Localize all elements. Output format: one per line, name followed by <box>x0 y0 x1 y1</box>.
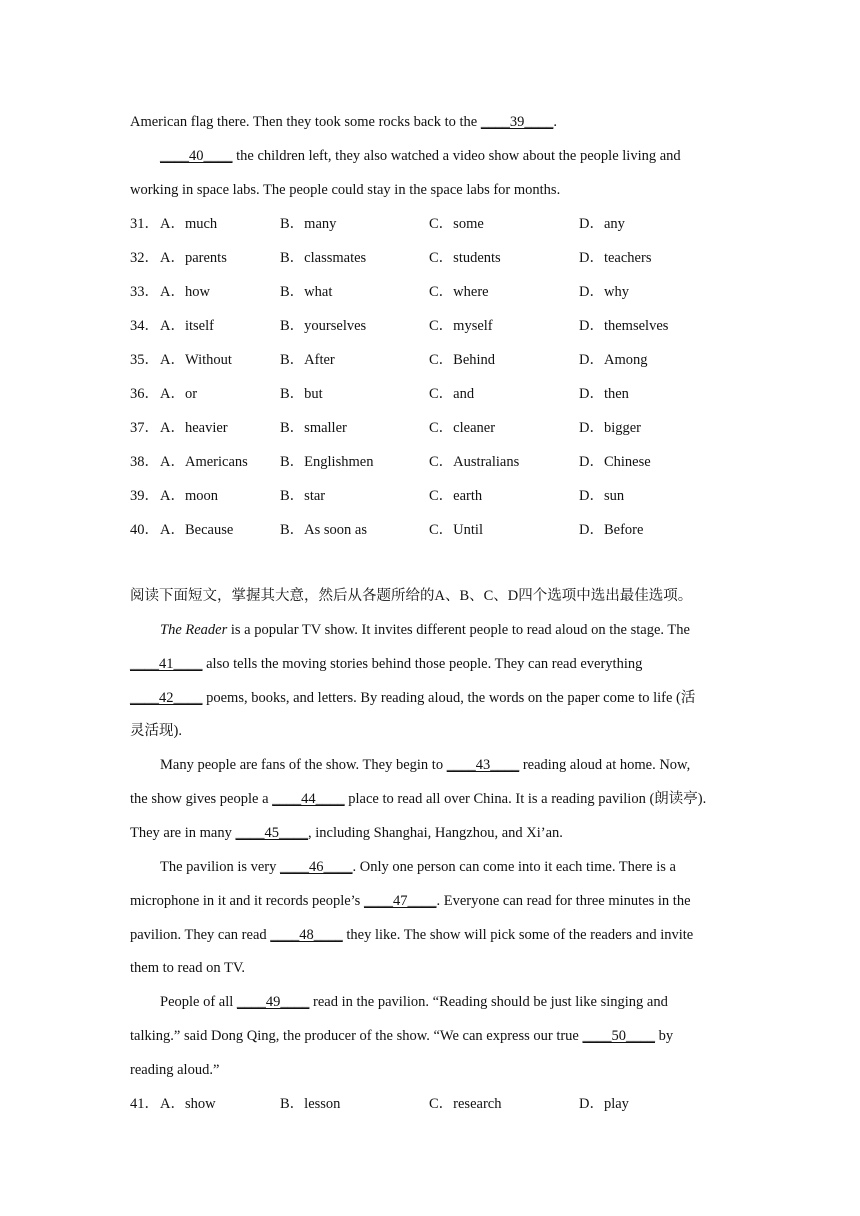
question-row-36 <box>130 384 750 404</box>
option-d: D．Chinese <box>579 454 651 470</box>
question-number: 31． <box>130 216 159 232</box>
option-d: D．teachers <box>579 250 652 266</box>
passage-text: pavilion. They can read <box>130 927 271 943</box>
option-a: A．itself <box>160 318 214 334</box>
option-b: B．many <box>280 216 337 232</box>
passage-text: People of all <box>160 994 237 1010</box>
answer-blank-47: ____47____ <box>363 893 437 909</box>
option-c: C．research <box>429 1096 502 1112</box>
option-a: A．moon <box>160 488 218 504</box>
option-b: B．After <box>280 352 335 368</box>
passage-text: by <box>655 1028 674 1044</box>
question-number: 36． <box>130 386 159 402</box>
passage-text: talking.” said Dong Qing, the producer of the show. “We can express our true <box>130 1028 583 1044</box>
question-number: 32． <box>130 250 159 266</box>
option-d: D．bigger <box>579 420 642 436</box>
passage-text: them to read on TV. <box>130 960 246 976</box>
passage-text: the show gives people a <box>130 791 273 807</box>
question-number: 33． <box>130 284 159 300</box>
option-c: C．earth <box>429 488 483 504</box>
option-d: D．Among <box>579 352 648 368</box>
passage-line <box>160 146 740 166</box>
option-c: C．myself <box>429 318 493 334</box>
passage-line <box>130 958 740 978</box>
passage-text: American flag there. Then they took some rocks back to the <box>130 114 481 130</box>
passage-text: the children left, they also watched a video show about the people living and <box>232 148 681 164</box>
question-row-32 <box>130 248 750 268</box>
option-c: C．Australians <box>429 454 520 470</box>
passage-line <box>130 721 740 741</box>
option-a: A．Because <box>160 522 234 538</box>
answer-blank-45: ____45____ <box>235 825 308 841</box>
option-c: C．and <box>429 386 475 402</box>
option-c: C．some <box>429 216 484 232</box>
passage-text: The pavilion is very <box>160 859 281 875</box>
option-c: C．Behind <box>429 352 496 368</box>
option-c: C．where <box>429 284 489 300</box>
passage-text: reading aloud at home. Now, <box>519 757 691 773</box>
answer-blank-44: ____44____ <box>272 791 345 807</box>
question-number: 39． <box>130 488 159 504</box>
question-number: 34． <box>130 318 159 334</box>
option-d: D．play <box>579 1096 629 1112</box>
passage-text: 灵活现). <box>130 723 182 739</box>
passage-text: microphone in it and it records people’s <box>130 893 364 909</box>
passage-text: . Everyone can read for three minutes in the <box>436 893 691 909</box>
passage-line <box>130 789 740 809</box>
option-a: A．Without <box>160 352 232 368</box>
option-b: B．what <box>280 284 333 300</box>
question-number: 41． <box>130 1096 159 1112</box>
answer-blank-42: ____42____ <box>130 690 203 706</box>
question-row-34 <box>130 316 750 336</box>
option-a: A．heavier <box>160 420 228 436</box>
passage-text: working in space labs. The people could stay in the space labs for months. <box>130 182 561 198</box>
question-number: 40． <box>130 522 159 538</box>
question-row-38 <box>130 452 750 472</box>
answer-blank-50: ____50____ <box>582 1028 655 1044</box>
question-row-33 <box>130 282 750 302</box>
show-title: The Reader <box>160 622 228 638</box>
question-row-37 <box>130 418 750 438</box>
option-a: A．or <box>160 386 198 402</box>
passage-line <box>130 1060 740 1080</box>
passage-line <box>160 755 740 775</box>
option-a: A．show <box>160 1096 216 1112</box>
answer-blank-41: ____41____ <box>130 656 203 672</box>
option-c: C．Until <box>429 522 483 538</box>
answer-blank-39: ____39____ <box>480 114 554 130</box>
question-row-40 <box>130 520 750 540</box>
passage-line <box>130 112 740 132</box>
option-d: D．then <box>579 386 629 402</box>
option-d: D．sun <box>579 488 625 504</box>
passage-line <box>130 1026 740 1046</box>
passage-text: Many people are fans of the show. They begin to <box>160 757 447 773</box>
option-b: B．smaller <box>280 420 347 436</box>
option-a: A．much <box>160 216 218 232</box>
option-d: D．why <box>579 284 629 300</box>
passage-text: They are in many <box>130 825 236 841</box>
passage-line <box>130 891 740 911</box>
option-c: C．students <box>429 250 501 266</box>
option-a: A．how <box>160 284 210 300</box>
question-number: 38． <box>130 454 159 470</box>
answer-blank-43: ____43____ <box>446 757 520 773</box>
passage-text: place to read all over China. It is a reading pavilion (朗读亭). <box>344 791 707 807</box>
passage-text: also tells the moving stories behind those people. They can read everything <box>202 656 643 672</box>
passage-text: they like. The show will pick some of the readers and invite <box>342 927 694 943</box>
option-d: D．Before <box>579 522 644 538</box>
option-b: B．classmates <box>280 250 367 266</box>
question-row-31 <box>130 214 750 234</box>
question-number: 37． <box>130 420 159 436</box>
passage-line <box>130 925 740 945</box>
option-b: B．As soon as <box>280 522 368 538</box>
option-b: B．star <box>280 488 326 504</box>
passage-line <box>160 857 740 877</box>
option-b: B．lesson <box>280 1096 341 1112</box>
passage-text: , including Shanghai, Hangzhou, and Xi’an. <box>308 825 563 841</box>
passage-line <box>160 992 740 1012</box>
option-d: D．themselves <box>579 318 669 334</box>
answer-blank-40: ____40____ <box>160 148 233 164</box>
passage-text: . Only one person can come into it each time. There is a <box>352 859 676 875</box>
question-number: 35． <box>130 352 159 368</box>
passage-text: reading aloud.” <box>130 1062 220 1078</box>
instruction-text: 阅读下面短文，掌握其大意，然后从各题所给的A、B、C、D四个选项中选出最佳选项。 <box>130 588 693 604</box>
option-b: B．yourselves <box>280 318 367 334</box>
answer-blank-48: ____48____ <box>270 927 343 943</box>
passage-text: poems, books, and letters. By reading aloud, the words on the paper come to life (活 <box>202 690 696 706</box>
passage-text: is a popular TV show. It invites different people to read aloud on the stage. The <box>227 622 690 638</box>
passage-line <box>130 180 740 200</box>
answer-blank-49: ____49____ <box>236 994 310 1010</box>
passage-line <box>130 654 740 674</box>
passage-line <box>130 823 740 843</box>
question-row-35 <box>130 350 750 370</box>
option-b: B．Englishmen <box>280 454 374 470</box>
question-row-39 <box>130 486 750 506</box>
option-a: A．Americans <box>160 454 248 470</box>
question-row-41 <box>130 1094 750 1114</box>
passage-line <box>160 620 740 640</box>
option-d: D．any <box>579 216 625 232</box>
answer-blank-46: ____46____ <box>280 859 353 875</box>
passage-text: . <box>553 114 557 130</box>
section-instruction <box>130 586 740 606</box>
option-a: A．parents <box>160 250 227 266</box>
passage-text: read in the pavilion. “Reading should be just like singing and <box>309 994 668 1010</box>
option-b: B．but <box>280 386 323 402</box>
passage-line <box>130 688 740 708</box>
option-c: C．cleaner <box>429 420 496 436</box>
